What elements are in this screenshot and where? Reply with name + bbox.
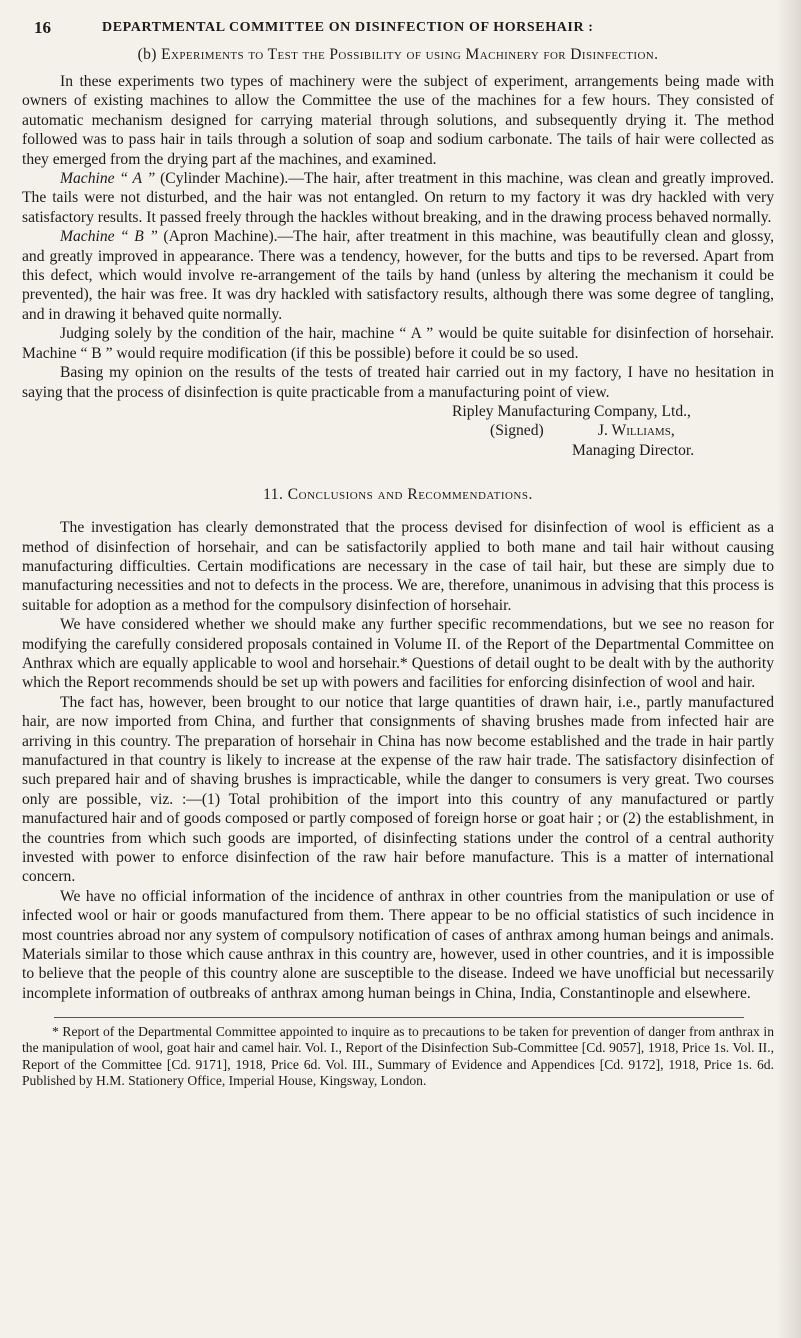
paragraph (22, 227, 774, 324)
document-page (22, 0, 774, 1089)
section-b-label: (b) (137, 46, 157, 63)
paragraph: We have no official information of the incidence of anthrax in other countries from the manipulation or use of infected wool or hair or goods manufactured from them. There appear to be no official statistics of such incidence in most countries abroad nor any system of compulsory notification of cases of anthrax among human beings and animals. Materials similar to those which cause anthrax in this country are, however, used in other countries, and it is impossible to believe that the people of this country alone are susceptible to the disease. Indeed we have unofficial but necessarily incomplete information of outbreaks of anthrax among human beings in China, India, Constantinople and elsewhere. (22, 887, 774, 1002)
signatory-name: J. Williams, (597, 422, 675, 440)
section-b-heading (22, 46, 774, 64)
paragraph-text: Basing my opinion on the results of the tests of treated hair carried out in my factory, I have no hesitation in saying that the process of disinfection is quite practicable from a manufacturing point of view. (22, 364, 774, 401)
section-b-body (22, 72, 774, 402)
paragraph (22, 72, 774, 169)
paragraph: The investigation has clearly demonstrated that the process devised for disinfection of wool is efficient as a method of disinfection of horsehair, and can be satisfactorily applied to both mane and tail hair without causing manufacturing difficulties. Certain modifications are necessary in the case of tail hair, but these are simply due to manufacturing necessities and not to defects in the process. We are, therefore, unanimous in advising that this process is suitable for adoption as a method for the compulsory disinfection of horsehair. (22, 519, 774, 614)
footnote-divider (54, 1017, 744, 1018)
paragraph: The fact has, however, been brought to our notice that large quantities of drawn hair, i.e., partly manufactured hair, are now imported from China, and further that consignments of shaving brushes made from infected hair are arriving in this country. The preparation of horsehair in China has now become established and the trade in hair partly manufactured in that country is likely to increase at the expense of the raw hair trade. The satisfactory disinfection of such prepared hair and of shaving brushes is impracticable, while the danger to consumers is very great. Two courses only are possible, viz. :—(1) Total prohibition of the import into this country of any manufactured or partly manufactured hair and of goods composed or partly composed of foreign horse or goat hair ; or (2) the establishment, in the countries from which such goods are imported, of disinfecting stations under the control of a central authority invested with power to enforce disinfection of the raw hair before manufacture. This is a matter of international concern. (22, 693, 774, 886)
running-title: DEPARTMENTAL COMMITTEE ON DISINFECTION OF HORSEHAIR : (102, 20, 594, 35)
paragraph (22, 363, 774, 402)
section-11-body (22, 518, 774, 1003)
signatory-title: Managing Director. (572, 441, 695, 459)
signature-block (452, 402, 774, 460)
signature-company: Ripley Manufacturing Company, Ltd., (452, 402, 691, 420)
signed-label: (Signed) (490, 422, 544, 440)
page-number: 16 (34, 18, 51, 37)
paragraph (22, 324, 774, 363)
running-head (22, 8, 774, 44)
paragraph-lead: Machine “ B ” (60, 228, 158, 246)
paragraph: We have considered whether we should make any further specific recommendations, but we see no reason for modifying the carefully considered proposals contained in Volume II. of the Report of the Departmental Committee on Anthrax which are equally applicable to wool and horsehair.* Questions of detail ought to be dealt with by the authority which the Report recommends should be set up with powers and facilities for enforcing disinfection of wool and hair. (22, 616, 774, 692)
paragraph-text: (Cylinder Machine).—The hair, after treatment in this machine, was clean and greatly improved. The tails were not disturbed, and the hair was not entangled. On return to my factory it was dry hackled with very satisfactory results. It passed freely through the hackles without breaking, and in the drawing process behaved normally. (22, 170, 774, 226)
footnote: * Report of the Departmental Committee appointed to inquire as to precautions to be taken for prevention of danger from anthrax in the manipulation of wool, goat hair and camel hair. Vol. I., Report of the Disinfection Sub-Committee [Cd. 9057], 1918, Price 1s. Vol. II., Report of the Committee [Cd. 9171], 1918, Price 6d. Vol. III., Summary of Evidence and Appendices [Cd. 9172], 1918, Price 1s. 6d. Published by H.M. Stationery Office, Imperial House, Kingsway, London. (22, 1024, 774, 1088)
section-11-heading: 11. Conclusions and Recommendations. (263, 486, 533, 504)
section-b-title: Experiments to Test the Possibility of using Machinery for Disinfection. (161, 46, 659, 63)
paragraph-text: Judging solely by the condition of the hair, machine “ A ” would be quite suitable for disinfection of horsehair. Machine “ B ” would require modification (if this be possible) before it could be so used. (22, 325, 774, 362)
signature-signed-row (452, 421, 774, 440)
paragraph-text: In these experiments two types of machinery were the subject of experiment, arrangements being made with owners of existing machines to allow the Committee the use of the machines for a few hours. They consisted of automatic mechanism designed for carrying material through solutions, and subsequently drying it. The method followed was to pass hair in tails through a solution of soap and sodium carbonate. The tails of hair were collected as they emerged from the drying part af the machines, and examined. (22, 73, 774, 168)
scan-edge-shadow (777, 0, 801, 1338)
paragraph-text: (Apron Machine).—The hair, after treatment in this machine, was beautifully clean and glossy, and greatly improved in appearance. There was a tendency, however, for the butts and tips to be reversed. Apart from this defect, which would involve re-arrangement of the tails by hand (unless by altering the mechanism it could be prevented), the hair was free. It was dry hackled with satisfactory results, although there was some degree of tangling, and in drawing it behaved quite normally. (22, 228, 775, 323)
paragraph (22, 169, 774, 227)
paragraph-lead: Machine “ A ” (60, 170, 156, 188)
